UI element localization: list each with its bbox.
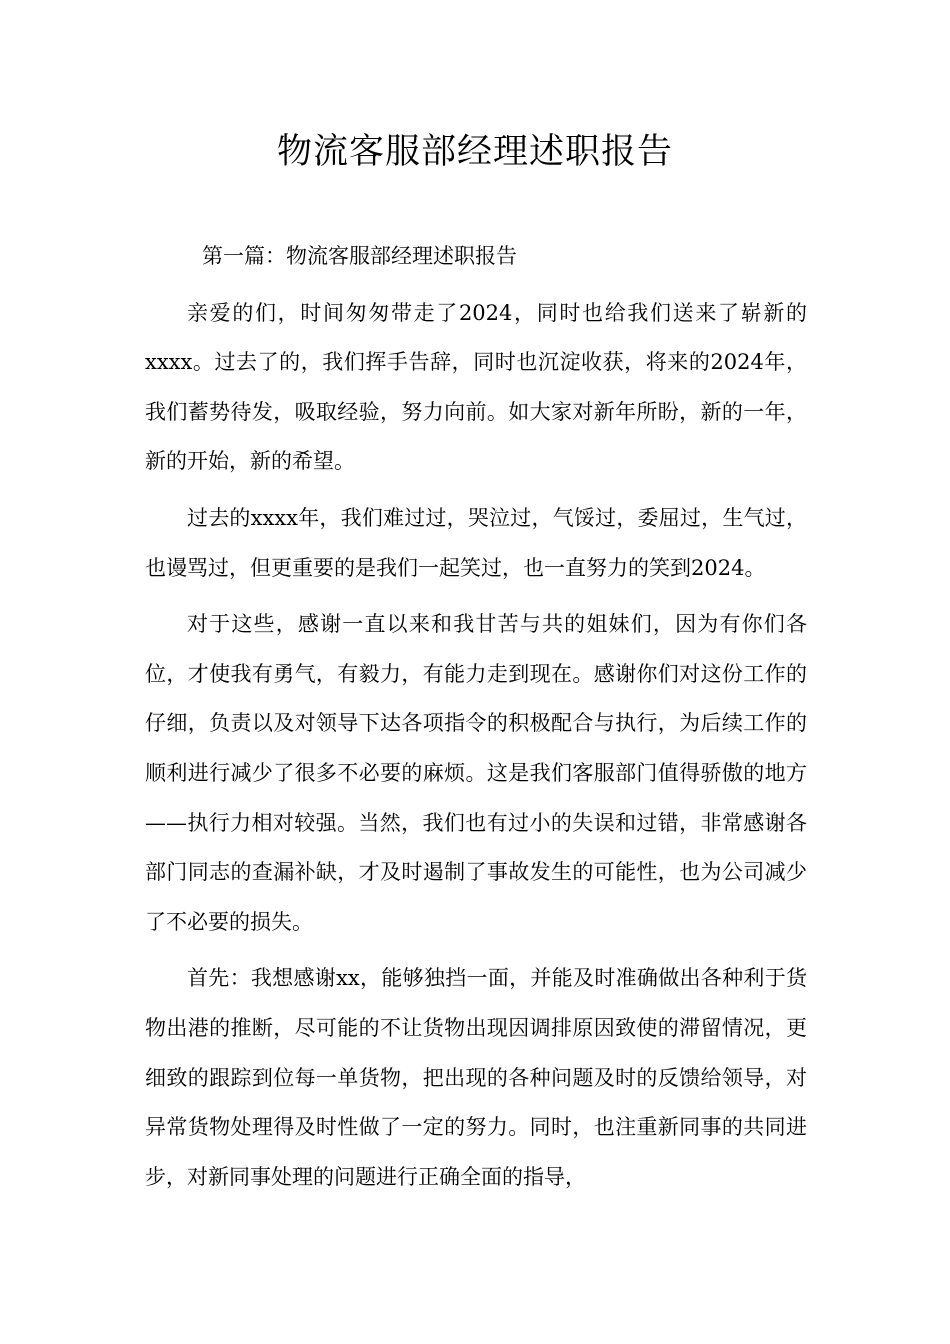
document-body (145, 232, 807, 1202)
paragraph-4: 首先：我想感谢xx，能够独挡一面，并能及时准确做出各种利于货物出港的推断，尽可能的不让货物出现因调排原因致使的滞留情况，更细致的跟踪到位每一单货物，把出现的各种问题及时的反馈给领导，对异常货物处理得及时性做了一定的努力。同时，也注重新同事的共同进步，对新同事处理的问题进行正确全面的指导， (145, 966, 807, 1189)
paragraph-1: 亲爱的们，时间匆匆带走了2024，同时也给我们送来了崭新的xxxx。过去了的，我们挥手告辞，同时也沉淀收获，将来的2024年，我们蓄势待发，吸取经验，努力向前。如大家对新年所盼，新的一年，新的开始，新的希望。 (145, 300, 807, 474)
paragraph-2: 过去的xxxx年，我们难过过，哭泣过，气馁过，委屈过，生气过，也谩骂过，但更重要的是我们一起笑过，也一直努力的笑到2024。 (145, 505, 807, 580)
section-heading: 第一篇：物流客服部经理述职报告 (202, 244, 517, 268)
document-title: 物流客服部经理述职报告 (276, 132, 673, 172)
paragraph-3: 对于这些，感谢一直以来和我甘苦与共的姐妹们，因为有你们各位，才使我有勇气，有毅力，有能力走到现在。感谢你们对这份工作的仔细，负责以及对领导下达各项指令的积极配合与执行，为后续工作的顺利进行减少了很多不必要的麻烦。这是我们客服部门值得骄傲的地方——执行力相对较强。当然，我们也有过小的失误和过错，非常感谢各部门同志的查漏补缺，才及时遏制了事故发生的可能性，也为公司减少了不必要的损失。 (145, 612, 807, 934)
